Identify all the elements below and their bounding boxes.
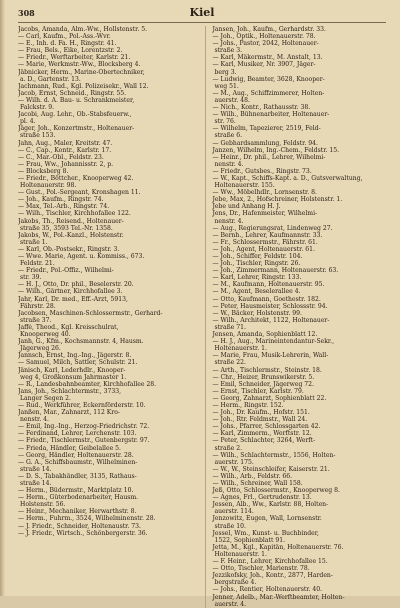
- directory-entry: — Peter, Hausmeister, Schlossstr. 94.: [212, 302, 328, 310]
- directory-entry: — Rud., Werkführer, Eckernförderstr. 10.: [18, 401, 146, 409]
- directory-entry: — Samuel, Milch, Sattler, Schulstr. 21.: [18, 359, 138, 367]
- directory-entry: Jenzowitz, Eugen, Wall, Lornsenstr.: [212, 515, 322, 523]
- directory-entry: — Otto, Kaufmann, Goethestr. 182.: [212, 295, 321, 303]
- directory-entry: — Herm., Ringstr. 152.: [212, 401, 284, 409]
- directory-entry: straße 3.: [214, 47, 243, 55]
- directory-entry: — Peter, Schlachter, 3264, Werft-: [212, 437, 316, 445]
- directory-entry: Holtenauerstr. 1.: [214, 345, 267, 353]
- directory-entry: Jänisch, Karl, Lederhdlr., Knooper-: [18, 366, 126, 374]
- directory-entry: straße 22.: [214, 359, 246, 367]
- directory-entry: — Frau, Ww., Johannisstr. 2, p.: [18, 160, 114, 168]
- directory-entry: Jebe, Max, 2., Hofschreiner, Holstenstr. 1.: [212, 196, 343, 204]
- directory-entry: Jahr, Karl, Dr. med., Eff.-Arzt, 5913,: [18, 295, 128, 303]
- directory-entry: — Chr., Heizer, Brunswikerstr. 5.: [212, 373, 315, 381]
- directory-entry: — Emil, Ing.-Ing., Herzog-Friedrichstr. 72.: [18, 423, 150, 431]
- directory-entry: Fährstr. 28.: [20, 302, 56, 310]
- directory-entry: Jacobsen, Maschinen-Schlossermstr., Gerhard-: [18, 309, 163, 317]
- directory-entry: — M., Aug., Schiffzimmerer, Holten-: [212, 89, 325, 97]
- directory-entry: straße 1.: [20, 238, 48, 246]
- directory-entry: Jetta, M., Kgl., Kapitän, Holtenauerstr. 76.: [212, 543, 344, 551]
- directory-entry: — Aug., Regierungsrat, Lindenweg 27.: [212, 224, 333, 232]
- directory-entry: — Friedr., Böttcher., Knooperweg 42.: [18, 174, 134, 182]
- directory-entry: straße 37.: [20, 316, 52, 324]
- directory-entry: — R., Landesbahnbeamter, Kirchhofallee 28.: [18, 380, 157, 388]
- directory-entry: — Karl, Mäkermstr., M. Anstalt, 13.: [212, 54, 323, 62]
- directory-entry: Jezzikofsky, Joh., Kontr., 2877, Harden-: [212, 572, 333, 580]
- directory-entry: — Arth., Tischlermstr., Steinstr. 18.: [212, 366, 322, 374]
- binding-shadow: [0, 0, 5, 596]
- directory-entry: Jenner, Adelb., Mar.-Werftbeamter, Holten-: [212, 593, 345, 601]
- directory-entry: — Frieda, Händler, Geibelallee 5.: [18, 444, 121, 452]
- directory-entry: — Friedr., Tischlermstr., Gutenbergstr. 97.: [18, 437, 150, 445]
- directory-entry: Holstenstr. 56.: [20, 501, 66, 509]
- directory-entry: Jakobs, W., Pol.-Kanzl., Holstenstr.: [18, 231, 124, 239]
- directory-entry: — Ludwig, Beamter, 3628, Knooper-: [212, 75, 325, 83]
- directory-entry: Janh, G., Kfm., Kochsmannstr. 4, Hausm.: [18, 338, 144, 346]
- directory-entry: weg 51.: [214, 82, 239, 90]
- directory-entry: auerstr. 48.: [214, 96, 250, 104]
- directory-entry: — Johs., Pfarrer, Schlossgarten 42.: [212, 423, 321, 431]
- left-column: [18, 26, 195, 608]
- directory-entry: Jäger, Joh., Konzertmstr., Holtenauer-: [18, 125, 135, 133]
- directory-entry: — J. Friedr., Schneider, Holtenaustr. 73.: [18, 522, 141, 530]
- directory-entry: — Karl, Lehrer, Ringstr. 133.: [212, 274, 302, 282]
- directory-entry: — Ferdinand, Lehrer, Lerchenstr. 103.: [18, 430, 137, 438]
- directory-entry: — D. S., Tabakhändler, 3135, Rathaus-: [18, 472, 137, 480]
- right-column: [205, 26, 386, 608]
- directory-entry: — Wilh., Arb., Feldstr. 66.: [212, 472, 293, 480]
- directory-entry: Holtenauerstr. 98.: [20, 182, 77, 190]
- directory-entry: — Friedr., Pol.-Offiz., Wilhelmi-: [18, 267, 114, 275]
- directory-entry: Jannsch, Ernst, Ing.-Ing., Jägerstr. 8.: [18, 352, 132, 360]
- directory-entry: — Wilh., Gärtner, Kirchhofallee 3.: [18, 288, 123, 296]
- directory-entry: straße 10.: [214, 522, 246, 530]
- directory-entry: — Georg, Händler, Holtenauerstr. 28.: [18, 451, 134, 459]
- entry-columns: [18, 26, 386, 608]
- directory-entry: Langer Segen 2.: [20, 394, 71, 402]
- directory-entry: straße 6.: [214, 132, 243, 140]
- directory-entry: — Friedr., Werftarbeiter, Karlstr. 21.: [18, 54, 131, 62]
- directory-entry: Jacobs, Amanda, Alm.-Ww., Hollstenstr. 5.: [18, 26, 148, 33]
- directory-entry: Jans, Joh., Schlachtermstr., 3733,: [18, 387, 122, 395]
- directory-entry: — Wwe. Marie, Agent. u. Kommiss., 673.: [18, 253, 145, 260]
- directory-entry: — Karl, Ob.-Postsekr., Ringstr. 3.: [18, 245, 120, 253]
- directory-entry: Jäbnicker, Herm., Marine-Obertechniker,: [18, 68, 145, 76]
- directory-entry: — Joh., Kaufm., Ringstr. 74.: [18, 196, 104, 204]
- directory-entry: straße 14.: [20, 465, 52, 473]
- directory-entry: Jansen, Joh., Kaufm., Gerhardstr. 33.: [212, 26, 326, 33]
- directory-entry: Jessen, Alb., Ww., Karlstr. 88, Holten-: [212, 501, 329, 509]
- directory-entry: auerstr. 114.: [214, 508, 254, 516]
- directory-entry: Jakobs, Th., Reisend., Holtenauer-: [18, 217, 124, 225]
- directory-entry: 1522, Sophienblatt 91.: [214, 536, 286, 544]
- directory-entry: Jeß, Otto, Schlossermstr., Knooperweg 8.: [212, 487, 340, 495]
- directory-entry: — Herm., Büdermstr., Marktplatz 10.: [18, 487, 134, 495]
- directory-entry: — Karl, Zimmerm., Werftstr. 12.: [212, 430, 312, 438]
- directory-entry: — M., Kaufmann, Holtenauerstr. 95.: [212, 281, 325, 289]
- directory-entry: — Otto, Tischler, Marienstr. 78.: [212, 565, 310, 573]
- directory-entry: — Wilh. d. A. Bau- u. Schrankmeister,: [18, 96, 135, 104]
- directory-entry: straße 14.: [20, 480, 52, 487]
- directory-entry: nenstr. 4.: [214, 217, 244, 225]
- directory-entry: — Wilh., Schlachtermstr., 1556, Holten-: [212, 451, 336, 459]
- directory-entry: — Joh., Dr. Kaufm., Hofstr. 151.: [212, 409, 310, 417]
- directory-entry: — Johs., Pastor, 2042, Holtenauer-: [212, 40, 319, 48]
- directory-entry: str. 76.: [214, 118, 236, 126]
- directory-entry: Jessel, Wm., Kunst- u. Buchbinder,: [212, 529, 319, 537]
- directory-entry: Jensen, Amanda, Sophienblatt 12.: [212, 331, 318, 339]
- directory-entry: — M., Agent, Beselerallee 4.: [212, 288, 301, 296]
- directory-entry: Jachmann, Rud., Kgl. Polizeisekr., Wall 12.: [18, 82, 149, 90]
- directory-entry: — Ww., Möbelhdlr., Lornsenstr. 8.: [212, 189, 317, 197]
- directory-entry: — Emil, Schneider, Jägerweg 72.: [212, 380, 314, 388]
- directory-entry: — Agnes, Frl., Gertrudenstr. 13.: [212, 494, 312, 502]
- directory-entry: auerstr. 175.: [214, 458, 254, 466]
- directory-entry: straße 35, 3593 Tel.-Nr. 1358.: [20, 224, 113, 232]
- page-number: 308: [18, 8, 35, 18]
- directory-entry: — Joh., Schiffer, Feldstr. 104.: [212, 253, 303, 260]
- directory-entry: — W., Bäcker, Holstenstr. 99.: [212, 309, 302, 317]
- directory-entry: — Karl, Musiker, Nr. 3907, Jäger-: [212, 61, 316, 69]
- directory-entry: — Blocksberg 8.: [18, 167, 69, 175]
- directory-entry: — J. Friedr., Wirtsch., Schönbergerstr. 36.: [18, 529, 148, 537]
- directory-entry: — Friedr., Gutsbes., Ringstr. 73.: [212, 167, 312, 175]
- directory-entry: nenstr. 4.: [20, 416, 49, 424]
- directory-entry: a. D., Gartenstr. 13.: [20, 75, 81, 83]
- directory-entry: — Carl, Kaufm., Pol.-Ass.-Wvr.: [18, 33, 111, 41]
- directory-entry: — G. A., Schiffsbaumstr., Wilhelminen-: [18, 458, 138, 466]
- directory-entry: Holtenauerstr. 155.: [214, 182, 275, 190]
- directory-entry: auerstr. 4.: [214, 600, 247, 608]
- directory-entry: Falckstr. 9.: [20, 104, 55, 112]
- directory-entry: — Gebhardsammlung, Feldstr. 94.: [212, 139, 318, 147]
- directory-entry: — Wilh., Schreiner, Wall 158.: [212, 480, 303, 487]
- directory-entry: Jens, Dr., Hafenmeister, Wilhelmi-: [212, 210, 318, 218]
- directory-entry: — E., Inh. d. Fa. H., Ringstr. 41.: [18, 40, 117, 48]
- directory-entry: — W., W., Steinschleifer, Kaiserstr. 21.: [212, 465, 330, 473]
- directory-entry: — Joh., Zimmermann, Holtenauerstr. 63.: [212, 267, 339, 275]
- directory-entry: straße 2.: [214, 444, 243, 452]
- running-head: Kiel: [189, 6, 215, 19]
- directory-entry: Jägerweg 26.: [20, 345, 61, 353]
- directory-entry: — Georg, Zahnarzt, Sophienblatt 22.: [212, 394, 327, 402]
- directory-entry: — C., Mar.-Obl., Feldstr. 23.: [18, 153, 104, 161]
- directory-entry: straße 71.: [214, 323, 246, 331]
- directory-entry: — Herm., Güterbodenarbeiter, Hausm.: [18, 494, 139, 502]
- directory-entry: — Marie, Werkmstr.-Ww., Blocksberg 4.: [18, 61, 141, 69]
- directory-entry: Janßen, Mar., Zahnarzt, 112 Kro-: [18, 409, 120, 417]
- directory-entry: — Gust., Pol.-Sergeant, Kronshagen 11.: [18, 189, 141, 197]
- directory-entry: — Ernst, Tischler, Karlstr. 79.: [212, 387, 304, 395]
- directory-entry: Jacobi, Aug. Lehr., Ob.-Stabsfeuerw.,: [18, 111, 132, 119]
- directory-entry: — W., Kapt., Schiffs-Kapt. a. D., Gutsverwaltung,: [212, 174, 363, 182]
- directory-entry: — H. J., Aug., Marineintendantur-Sekr.,: [212, 338, 335, 346]
- directory-entry: — Wilh., Bühnenarbeiter, Holtenauer-: [212, 111, 330, 119]
- directory-entry: — Fr., Schlossermstr., Fährstr. 61.: [212, 238, 318, 246]
- directory-entry: Feldstr. 21.: [20, 260, 55, 268]
- directory-entry: bergstraße 4.: [214, 579, 257, 587]
- directory-entry: — Wilhelm, Tapezierer, 2519, Feld-: [212, 125, 321, 133]
- directory-entry: Knooperweg 40.: [20, 331, 71, 339]
- page-header: [18, 6, 386, 23]
- directory-entry: — C., Cap., Kontr., Karlstr. 17.: [18, 146, 112, 154]
- directory-entry: — F. Heinr., Lehrer, Kirchhofallee 15.: [212, 558, 328, 566]
- directory-entry: Holtenauerstr. 1.: [214, 550, 267, 558]
- directory-entry: — Nich., Kontr., Rathausstr. 38.: [212, 104, 311, 112]
- directory-entry: — Joh., Rtr. Feldmstr., Wall 24.: [212, 416, 308, 424]
- directory-entry: — Frau, Bels., Eike, Lorentzstr. 2.: [18, 47, 123, 55]
- directory-entry: — Joh., Agent, Holtenauerstr. 61.: [212, 245, 315, 253]
- directory-entry: Janzen, Wilhelm, Ing.-Chem., Feldstr. 15.: [212, 146, 340, 154]
- directory-entry: — Max, Tel.-Arb., Ringstr. 74.: [18, 203, 110, 211]
- directory-entry: — Joh., Optik., Holtenauerstr. 78.: [212, 33, 316, 41]
- directory-entry: — Marie, Frau, Musik-Lehrerin, Wall-: [212, 352, 329, 360]
- directory-entry: berg 3.: [214, 68, 237, 76]
- directory-entry: — Joh., Tischler, Ringstr. 26.: [212, 260, 301, 268]
- directory-entry: Jahn, Aug., Maler, Kreitstr. 47.: [18, 139, 113, 147]
- directory-entry: Jaffé, Theod., Kgl. Kreisschulrat,: [18, 323, 119, 331]
- directory-entry: — Wilh., Architekt, 1122, Holtenauer-: [212, 316, 330, 324]
- directory-entry: — Herm., Fuhrm., 3524, Wilhelminenstr. 28.: [18, 515, 156, 523]
- directory-entry: str. 39.: [20, 274, 42, 282]
- directory-entry: — Heinr., Mechaniker, Herwarthstr. 8.: [18, 508, 137, 516]
- directory-entry: — Bernh., Lehrer, Kaufmannstr. 33.: [212, 231, 323, 239]
- directory-entry: — Johs., Rentier, Holtenauerstr. 40.: [212, 586, 323, 594]
- directory-entry: — Wilh., Tischler, Kirchhofallee 122.: [18, 210, 131, 218]
- directory-entry: Jacob, Ernst, Schneid., Ringstr. 55.: [18, 89, 127, 97]
- directory-entry: straße 153.: [20, 132, 56, 140]
- directory-entry: — Heinr., Dr. phil., Lehrer, Wilhelmi-: [212, 153, 326, 161]
- directory-entry: pl. 4.: [20, 118, 36, 126]
- directory-entry: nenstr. 4.: [214, 160, 244, 168]
- directory-entry: — H. J., Otto, Dr. phil., Beselerstr. 20.: [18, 281, 134, 289]
- directory-entry: Jebe und Anhang H. J.: [212, 203, 281, 211]
- directory-entry: weg 4, Großkonsum Jahrmaster 1.: [20, 373, 127, 381]
